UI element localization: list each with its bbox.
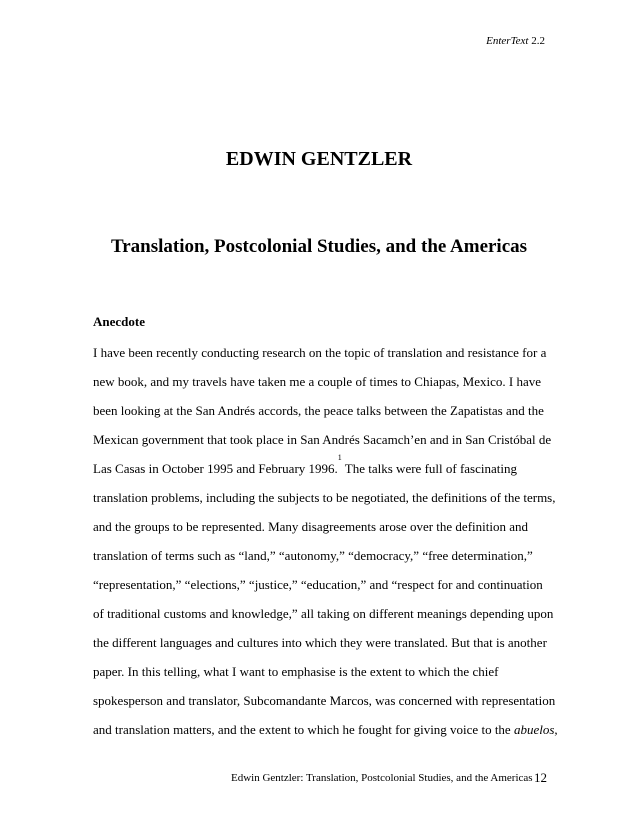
page-number: 12 bbox=[534, 770, 547, 785]
journal-name: EnterText bbox=[486, 35, 529, 47]
paragraph-line: I have been recently conducting research on the topic of translation and resistance for a bbox=[93, 345, 547, 360]
paragraph-line: translation problems, including the subjects to be negotiated, the definitions of the terms, bbox=[93, 490, 556, 505]
paragraph-line-text: Las Casas in October 1995 and February 1996. bbox=[93, 461, 338, 476]
paragraph-line: spokesperson and translator, Subcomandante Marcos, was concerned with representation bbox=[93, 693, 556, 708]
paragraph-line bbox=[93, 453, 517, 478]
section-heading: Anecdote bbox=[93, 314, 145, 329]
author-name: EDWIN GENTZLER bbox=[225, 148, 413, 170]
paragraph-punctuation: , bbox=[554, 722, 558, 737]
paragraph-line: “representation,” “elections,” “justice,” “education,” and “respect for and continuation bbox=[93, 577, 543, 592]
paragraph-line: Mexican government that took place in San Andrés Sacamch’en and in San Cristóbal de bbox=[93, 432, 552, 447]
paragraph-line bbox=[93, 721, 558, 739]
article-title: Translation, Postcolonial Studies, and the Americas bbox=[110, 236, 528, 257]
paragraph-line: new book, and my travels have taken me a couple of times to Chiapas, Mexico. I have bbox=[93, 374, 542, 389]
italic-term: abuelos bbox=[513, 722, 555, 737]
paragraph-line: been looking at the San Andrés accords, the peace talks between the Zapatistas and the bbox=[93, 403, 544, 418]
footnote-marker: 1 bbox=[337, 453, 342, 462]
paragraph-line: paper. In this telling, what I want to emphasise is the extent to which the chief bbox=[93, 664, 499, 679]
journal-issue: 2.2 bbox=[531, 35, 545, 47]
running-footer: Edwin Gentzler: Translation, Postcolonial Studies, and the Americas bbox=[231, 772, 533, 784]
paragraph-line: of traditional customs and knowledge,” all taking on different meanings depending upon bbox=[93, 606, 554, 621]
paragraph-line: and the groups to be represented. Many disagreements arose over the definition and bbox=[93, 519, 528, 534]
running-header bbox=[486, 34, 545, 48]
paragraph-line-text: and translation matters, and the extent to which he fought for giving voice to the bbox=[93, 722, 514, 737]
paragraph-line: translation of terms such as “land,” “autonomy,” “democracy,” “free determination,” bbox=[93, 548, 533, 563]
paragraph-line-text: The talks were full of fascinating bbox=[341, 461, 517, 476]
paragraph-line: the different languages and cultures into which they were translated. But that is another bbox=[93, 635, 547, 650]
